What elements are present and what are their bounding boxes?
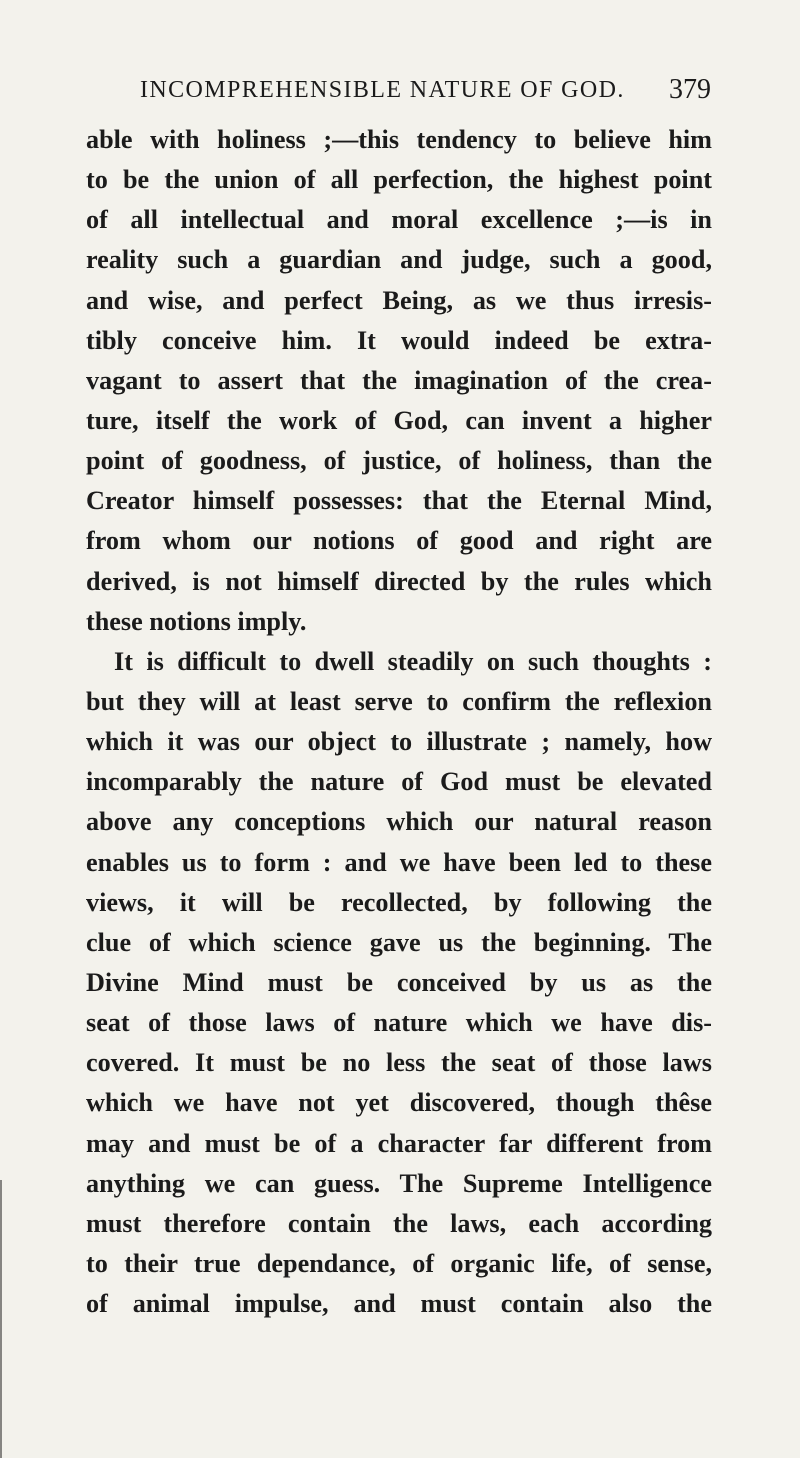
text-line: tibly conceive him. It would indeed be extra-	[86, 325, 712, 355]
text-line: views, it will be recollected, by following the	[86, 887, 712, 917]
text-line: which it was our object to illustrate ; namely, how	[86, 727, 712, 757]
text-line: above any conceptions which our natural reason	[86, 807, 712, 837]
text-line: which we have not yet discovered, though thêse	[86, 1088, 712, 1118]
page-header	[88, 72, 711, 108]
text-line: Creator himself possesses: that the Eternal Mind,	[86, 486, 712, 516]
text-line: anything we can guess. The Supreme Intelligence	[86, 1168, 712, 1198]
text-line: ture, itself the work of God, can invent a higher	[86, 405, 712, 435]
text-line: point of goodness, of justice, of holiness, than the	[86, 446, 712, 476]
page-edge-shadow	[0, 1180, 2, 1458]
text-line: clue of which science gave us the beginning. The	[86, 927, 712, 957]
text-line: reality such a guardian and judge, such a good,	[86, 245, 712, 275]
paragraph-start-line: It is difficult to dwell steadily on such thoughts :	[114, 646, 712, 676]
text-line: covered. It must be no less the seat of those laws	[86, 1048, 712, 1078]
text-line: incomparably the nature of God must be elevated	[86, 767, 712, 797]
text-line: seat of those laws of nature which we have dis-	[86, 1008, 712, 1038]
text-line: and wise, and perfect Being, as we thus irresis-	[86, 285, 712, 315]
text-line: from whom our notions of good and right are	[86, 526, 712, 556]
text-line: of animal impulse, and must contain also the	[86, 1289, 712, 1319]
text-line: may and must be of a character far different from	[86, 1128, 712, 1158]
text-line: able with holiness ;—this tendency to believe him	[86, 125, 712, 154]
text-line: vagant to assert that the imagination of the crea-	[86, 365, 712, 395]
text-line: must therefore contain the laws, each according	[86, 1208, 712, 1238]
text-line: Divine Mind must be conceived by us as the	[86, 967, 712, 997]
text-line: but they will at least serve to confirm the reflexion	[86, 686, 712, 716]
text-line: to their true dependance, of organic life, of sense,	[86, 1248, 712, 1278]
running-title: INCOMPREHENSIBLE NATURE OF GOD.	[140, 77, 625, 103]
text-line: to be the union of all perfection, the highest point	[86, 165, 712, 195]
text-line: of all intellectual and moral excellence ;—is in	[86, 205, 712, 235]
text-line: these notions imply.	[86, 606, 307, 636]
text-line: enables us to form : and we have been led to these	[86, 847, 712, 877]
page-number: 379	[669, 74, 711, 105]
text-line: derived, is not himself directed by the rules which	[86, 566, 712, 596]
body-text	[86, 120, 712, 1324]
